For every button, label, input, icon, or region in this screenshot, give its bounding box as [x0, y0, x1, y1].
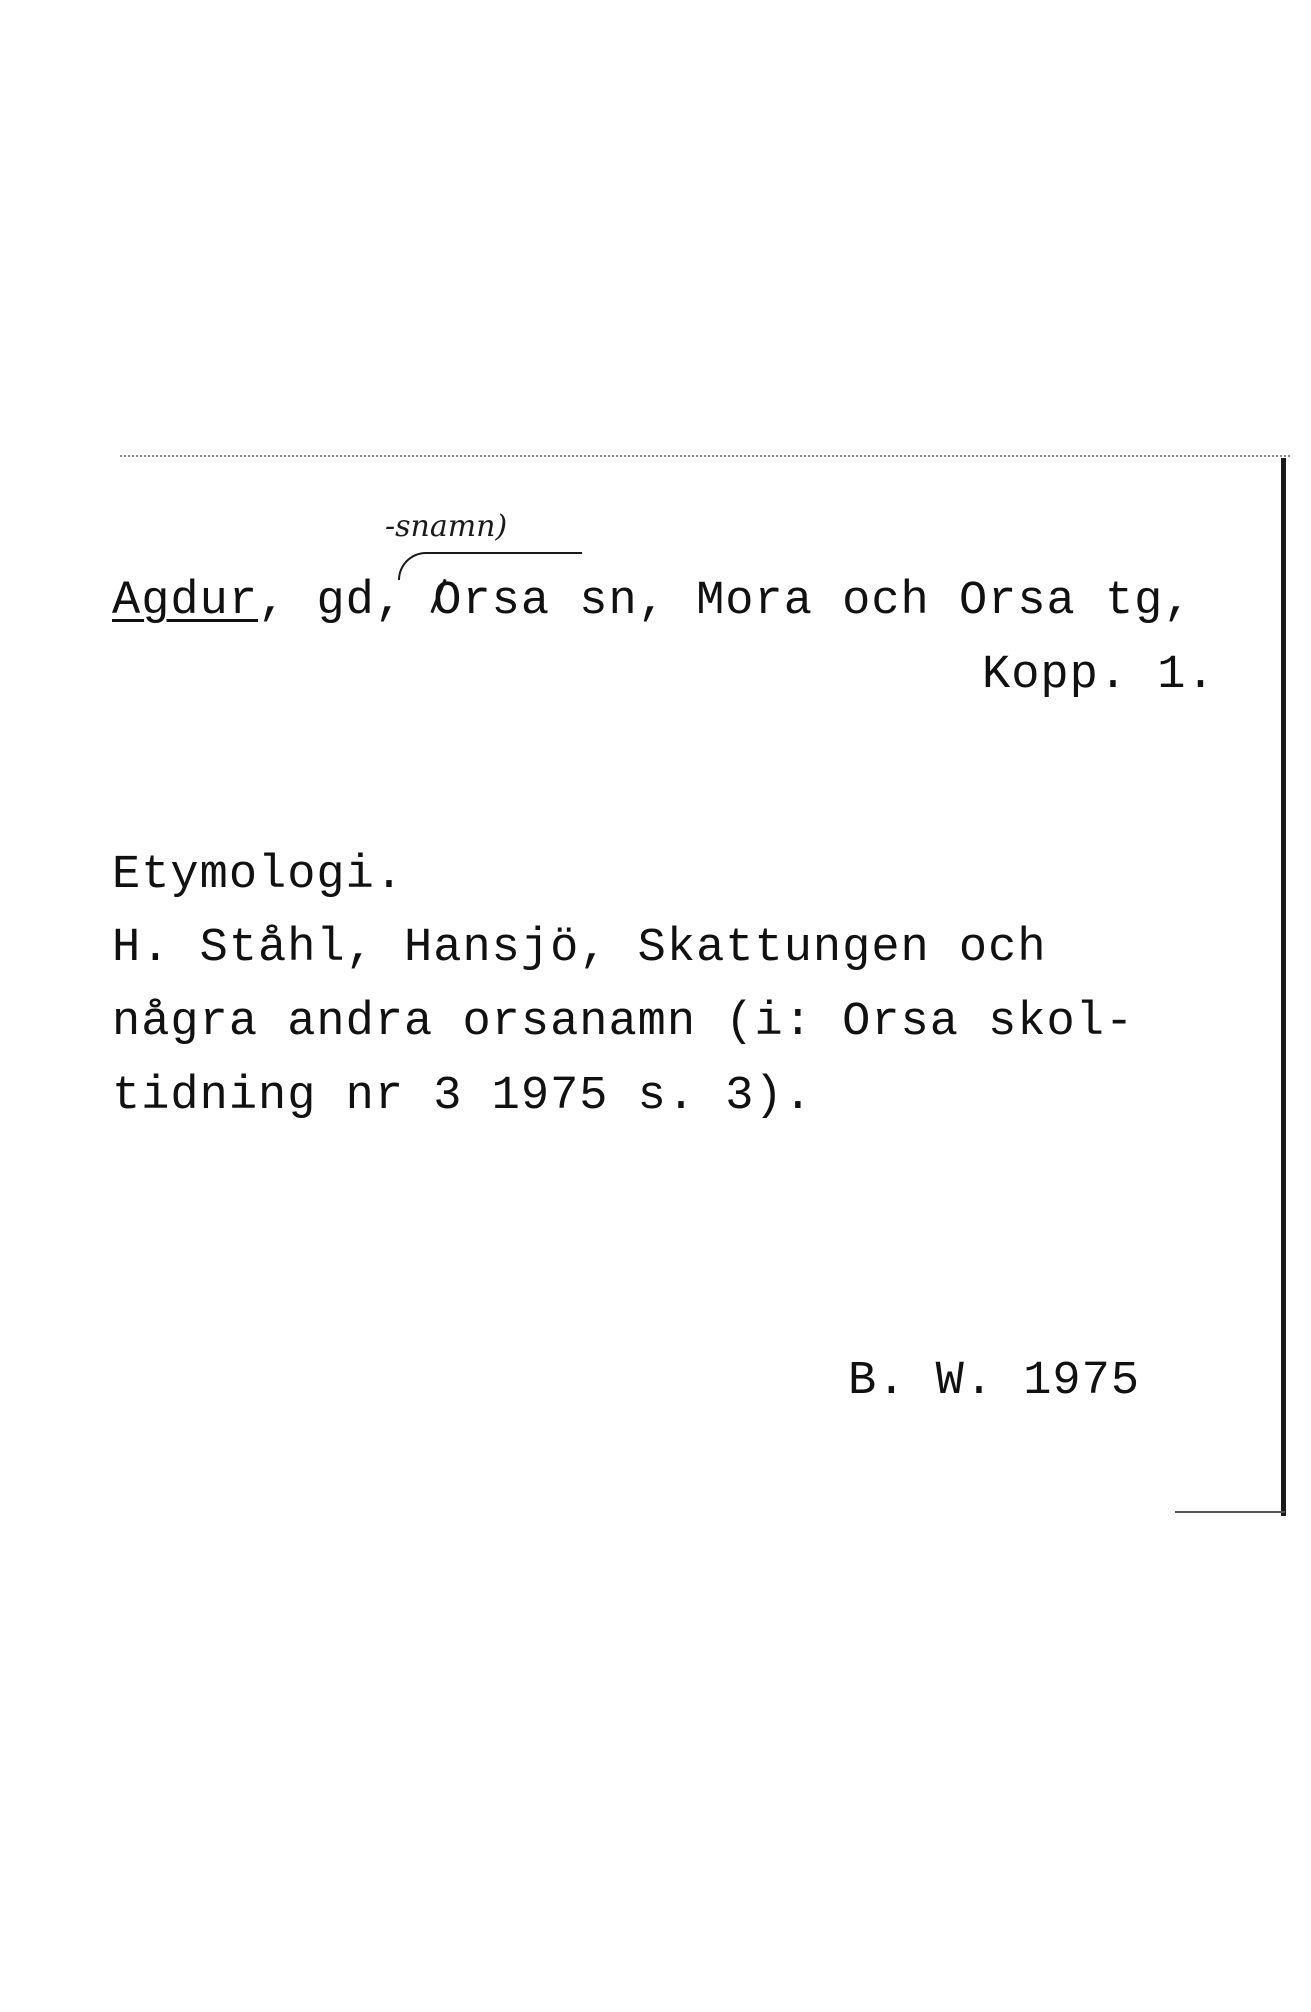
section-title: Etymologi.	[112, 849, 405, 902]
card-bottom-edge	[1175, 1511, 1285, 1513]
signature: B. W. 1975	[848, 1355, 1141, 1408]
headword: Agdur	[112, 575, 259, 628]
header-line	[112, 575, 1193, 628]
body-line-2: några andra orsanamn (i: Orsa skol-	[112, 996, 1135, 1049]
body-line-3: tidning nr 3 1975 s. 3).	[112, 1070, 813, 1123]
card-right-edge	[1281, 458, 1286, 1516]
handwritten-insert: -snamn)	[385, 509, 508, 544]
reference-line: Kopp. 1.	[982, 649, 1216, 702]
header-rest: , gd, Orsa sn, Mora och Orsa tg,	[258, 575, 1193, 628]
body-line-1: H. Ståhl, Hansjö, Skattungen och	[112, 922, 1047, 975]
card-top-edge	[120, 455, 1290, 457]
